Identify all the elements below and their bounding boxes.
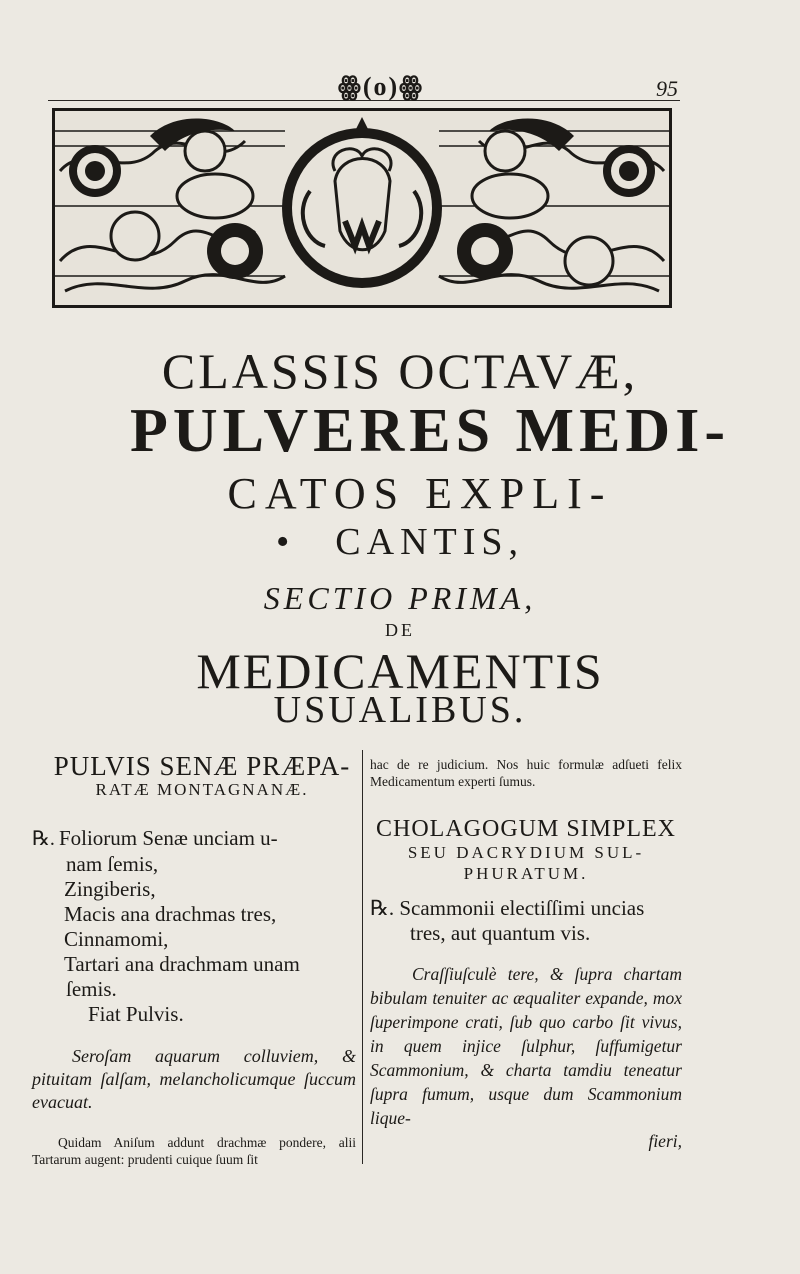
right-top-paragraph: hac de re judicium. Nos huic formulæ adſueti felix Medicamentum experti ſumus.: [370, 757, 682, 789]
title-line-3: CATOS EXPLI-: [227, 469, 613, 518]
right-heading-2: SEU DACRYDIUM SUL-: [407, 843, 645, 862]
recipe-line: [370, 896, 682, 921]
left-small-paragraph: Quidam Aniſum addunt drachmæ pondere, alii Tartarum augent: prudenti cuique ſuum ſit: [32, 1135, 356, 1167]
recipe-symbol: ℞.: [370, 896, 395, 920]
recipe-line: Zingiberis,: [64, 877, 156, 901]
recipe-symbol: ℞.: [32, 828, 55, 850]
right-heading-3: PHURATUM.: [463, 864, 589, 883]
page-number: 95: [656, 76, 678, 101]
recipe-line: Fiat Pulvis.: [88, 1002, 184, 1026]
heraldic-woodcut-banner-icon: [52, 108, 672, 308]
running-head: [48, 70, 680, 101]
right-column: [370, 752, 682, 1152]
recipe-line: Macis ana drachmas tres,: [64, 902, 277, 926]
recipe-text: Scammonii electiſſimi uncias: [399, 896, 645, 920]
section-de: DE: [385, 620, 415, 640]
recipe-line: Cinnamomi,: [64, 927, 169, 951]
left-heading-2: RATÆ MONTAGNANÆ.: [95, 780, 309, 799]
left-heading-1: PULVIS SENÆ PRÆPA-: [53, 751, 351, 781]
recipe-line: nam ſemis,: [66, 852, 159, 876]
title-dot: •: [275, 521, 296, 563]
recipe-line: [32, 826, 356, 852]
catchword: fieri,: [648, 1131, 682, 1151]
section-subject-2: USUALIBUS.: [273, 689, 527, 731]
head-ornament: ꙮ(o)ꙮ: [337, 72, 425, 101]
title-line-4: [0, 520, 800, 564]
section-title: SECTIO PRIMA,: [263, 580, 537, 616]
title-line-2: PULVERES MEDI-: [130, 397, 730, 465]
right-heading-1: CHOLAGOGUM SIMPLEX: [375, 816, 676, 842]
section-subject-1: MEDICAMENTIS: [196, 643, 604, 699]
column-divider: [362, 750, 363, 1164]
right-italic-paragraph: Craſſiuſculè tere, & ſupra chartam bibulam tenuiter ac æqualiter expande, mox ſuperimpone crati, ſub quo carbo ſit vivus, in quem injice ſulphur, ſuffumigetur Scammonium, & charta tamdiu teneatur ſupra fumum, usque dum Scammonium lique-: [370, 964, 682, 1128]
recipe-line: Tartari ana drachmam unam: [64, 952, 300, 976]
recipe-line: tres, aut quantum vis.: [410, 921, 591, 945]
recipe-text: Foliorum Senæ unciam u-: [58, 826, 278, 850]
title-line-1: CLASSIS OCTAVÆ,: [161, 343, 639, 399]
right-recipe: [370, 896, 682, 946]
left-column: [32, 752, 356, 1168]
title-line-4-text: CANTIS,: [335, 521, 525, 563]
recipe-line: ſemis.: [66, 977, 117, 1001]
left-recipe: [32, 826, 356, 1027]
left-italic-paragraph: Seroſam aquarum colluviem, & pituitam ſalſam, melancholicumque ſuccum evacuat.: [32, 1046, 356, 1112]
